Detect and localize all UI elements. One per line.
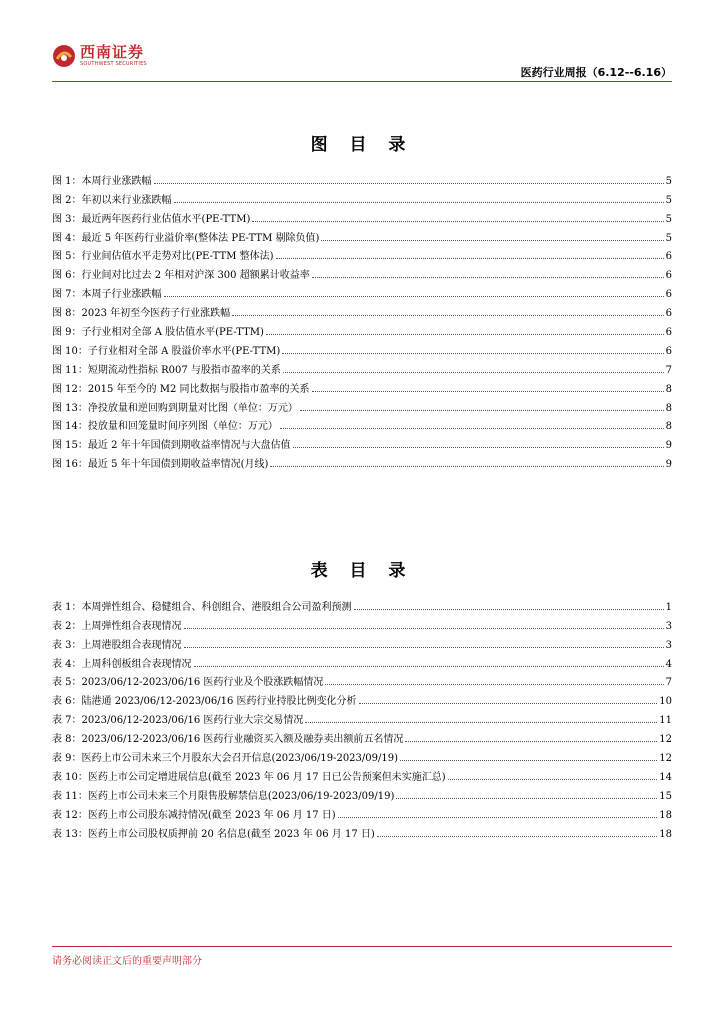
brand-logo	[52, 44, 147, 68]
figure-toc-entry[interactable]	[52, 262, 672, 281]
toc-leader-dots	[312, 277, 664, 278]
table-toc-entry[interactable]	[52, 726, 672, 745]
toc-leader-dots	[184, 628, 664, 629]
toc-leader-dots	[266, 334, 664, 335]
toc-entry-page: 18	[659, 828, 672, 840]
figure-toc-entry[interactable]	[52, 244, 672, 263]
toc-entry-label: 图 10：子行业相对全部 A 股溢价率水平(PE-TTM)	[52, 345, 281, 357]
toc-leader-dots	[280, 428, 664, 429]
toc-leader-dots	[300, 410, 664, 411]
toc-entry-page: 5	[665, 213, 672, 225]
table-toc-entry[interactable]	[52, 821, 672, 840]
toc-leader-dots	[448, 779, 658, 780]
toc-entry-label: 图 13：净投放量和逆回购到期量对比图（单位：万元）	[52, 402, 298, 414]
footer-notice: 请务必阅读正文后的重要声明部分	[52, 956, 202, 967]
toc-entry-label: 图 8：2023 年初至今医药子行业涨跌幅	[52, 308, 231, 320]
toc-leader-dots	[232, 315, 663, 316]
toc-leader-dots	[164, 296, 664, 297]
toc-entry-page: 6	[665, 327, 672, 339]
toc-entry-label: 图 4：最近 5 年医药行业溢价率(整体法 PE-TTM 剔除负值)	[52, 232, 320, 244]
toc-entry-page: 8	[665, 383, 672, 395]
toc-leader-dots	[325, 684, 663, 685]
toc-leader-dots	[282, 353, 663, 354]
toc-entry-page: 9	[665, 440, 672, 452]
toc-entry-page: 6	[665, 270, 672, 282]
table-toc-entry[interactable]	[52, 802, 672, 821]
figure-toc-entry[interactable]	[52, 319, 672, 338]
figure-toc-entry[interactable]	[52, 187, 672, 206]
toc-entry-label: 表 4：上周科创板组合表现情况	[52, 658, 192, 670]
toc-entry-label: 图 12：2015 年至今的 M2 同比数据与股指市盈率的关系	[52, 383, 310, 395]
table-toc-entry[interactable]	[52, 670, 672, 689]
toc-entry-page: 6	[665, 308, 672, 320]
figure-toc-entry[interactable]	[52, 395, 672, 414]
table-toc-entry[interactable]	[52, 783, 672, 802]
toc-entry-page: 12	[659, 734, 672, 746]
toc-entry-label: 表 2：上周弹性组合表现情况	[52, 620, 182, 632]
toc-entry-label: 图 14：投放量和回笼量时间序列图（单位：万元）	[52, 421, 278, 433]
toc-entry-page: 7	[665, 677, 672, 689]
header-divider	[52, 81, 672, 82]
brand-logo-icon	[52, 44, 76, 68]
toc-leader-dots	[252, 221, 663, 222]
toc-leader-dots	[283, 372, 664, 373]
figure-toc-entry[interactable]	[52, 300, 672, 319]
toc-entry-page: 3	[665, 639, 672, 651]
toc-entry-page: 5	[665, 232, 672, 244]
toc-entry-page: 14	[659, 771, 672, 783]
toc-entry-page: 18	[659, 809, 672, 821]
table-toc-entry[interactable]	[52, 613, 672, 632]
toc-leader-dots	[405, 741, 657, 742]
toc-entry-label: 图 1：本周行业涨跌幅	[52, 175, 152, 187]
footer-divider	[52, 946, 672, 947]
toc-leader-dots	[321, 240, 663, 241]
report-title: 医药行业周报（6.12--6.16）	[520, 66, 672, 79]
figure-toc-entry[interactable]	[52, 338, 672, 357]
toc-entry-page: 9	[665, 459, 672, 471]
toc-entry-page: 6	[665, 251, 672, 263]
toc-entry-label: 表 10：医药上市公司定增进展信息(截至 2023 年 06 月 17 日已公告预案但未实施汇总)	[52, 771, 446, 783]
toc-leader-dots	[359, 703, 658, 704]
toc-entry-label: 图 9：子行业相对全部 A 股估值水平(PE-TTM)	[52, 327, 264, 339]
toc-entry-label: 表 1：本周弹性组合、稳健组合、科创组合、港股组合公司盈利预测	[52, 601, 352, 613]
figure-toc-entry[interactable]	[52, 432, 672, 451]
toc-entry-label: 表 11：医药上市公司未来三个月限售股解禁信息(2023/06/19-2023/09/19)	[52, 790, 395, 802]
toc-leader-dots	[312, 391, 664, 392]
brand-name-cn: 西南证券	[80, 43, 145, 61]
toc-entry-label: 表 12：医药上市公司股东减持情况(截至 2023 年 06 月 17 日)	[52, 809, 336, 821]
figure-toc-entry[interactable]	[52, 168, 672, 187]
figures-toc-title: 图 目 录	[310, 135, 414, 155]
toc-entry-page: 4	[665, 658, 672, 670]
toc-leader-dots	[354, 609, 664, 610]
toc-leader-dots	[396, 798, 657, 799]
figure-toc-entry[interactable]	[52, 206, 672, 225]
table-toc-entry[interactable]	[52, 764, 672, 783]
table-toc-entry[interactable]	[52, 688, 672, 707]
toc-leader-dots	[270, 466, 663, 467]
toc-entry-label: 图 2：年初以来行业涨跌幅	[52, 194, 172, 206]
toc-entry-label: 图 5：行业间估值水平走势对比(PE-TTM 整体法)	[52, 251, 274, 263]
toc-leader-dots	[154, 183, 664, 184]
toc-entry-page: 5	[665, 175, 672, 187]
toc-entry-label: 图 7：本周子行业涨跌幅	[52, 289, 162, 301]
figure-toc-entry[interactable]	[52, 451, 672, 470]
toc-entry-label: 表 3：上周港股组合表现情况	[52, 639, 182, 651]
toc-entry-page: 8	[665, 402, 672, 414]
figure-toc-entry[interactable]	[52, 357, 672, 376]
table-toc-entry[interactable]	[52, 745, 672, 764]
figure-toc-entry[interactable]	[52, 225, 672, 244]
toc-leader-dots	[276, 258, 664, 259]
toc-entry-label: 表 8：2023/06/12-2023/06/16 医药行业融资买入额及融券卖出额前五名情况	[52, 734, 404, 746]
figure-toc-entry[interactable]	[52, 376, 672, 395]
toc-leader-dots	[400, 760, 657, 761]
figure-toc-entry[interactable]	[52, 281, 672, 300]
brand-name-en: SOUTHWEST SECURITIES	[80, 61, 147, 67]
toc-leader-dots	[184, 647, 664, 648]
figure-toc-entry[interactable]	[52, 414, 672, 433]
toc-entry-page: 6	[665, 289, 672, 301]
toc-entry-label: 图 6：行业间对比过去 2 年相对沪深 300 超额累计收益率	[52, 270, 310, 282]
toc-entry-page: 8	[665, 421, 672, 433]
toc-entry-page: 3	[665, 620, 672, 632]
toc-entry-label: 表 5：2023/06/12-2023/06/16 医药行业及个股涨跌幅情况	[52, 677, 324, 689]
toc-entry-label: 表 7：2023/06/12-2023/06/16 医药行业大宗交易情况	[52, 715, 304, 727]
toc-entry-label: 图 11：短期流动性指标 R007 与股指市盈率的关系	[52, 364, 281, 376]
toc-entry-label: 表 13：医药上市公司股权质押前 20 名信息(截至 2023 年 06 月 17 日)	[52, 828, 375, 840]
table-toc-entry[interactable]	[52, 651, 672, 670]
toc-entry-page: 1	[665, 601, 672, 613]
toc-entry-page: 7	[665, 364, 672, 376]
figures-toc-list	[52, 168, 672, 470]
toc-entry-label: 表 9：医药上市公司未来三个月股东大会召开信息(2023/06/19-2023/09/19)	[52, 753, 398, 765]
toc-leader-dots	[377, 836, 658, 837]
toc-leader-dots	[174, 202, 664, 203]
toc-leader-dots	[305, 722, 657, 723]
toc-entry-page: 10	[659, 696, 672, 708]
toc-entry-page: 5	[665, 194, 672, 206]
toc-leader-dots	[293, 447, 664, 448]
toc-entry-label: 图 3：最近两年医药行业估值水平(PE-TTM)	[52, 213, 251, 225]
tables-toc-list	[52, 594, 672, 840]
toc-entry-label: 表 6：陆港通 2023/06/12-2023/06/16 医药行业持股比例变化分析	[52, 696, 357, 708]
table-toc-entry[interactable]	[52, 707, 672, 726]
toc-leader-dots	[338, 817, 658, 818]
toc-entry-page: 12	[659, 753, 672, 765]
table-toc-entry[interactable]	[52, 632, 672, 651]
toc-leader-dots	[194, 666, 664, 667]
toc-entry-page: 11	[659, 715, 672, 727]
tables-toc-title: 表 目 录	[310, 561, 414, 581]
toc-entry-page: 6	[665, 345, 672, 357]
table-toc-entry[interactable]	[52, 594, 672, 613]
toc-entry-label: 图 16：最近 5 年十年国债到期收益率情况(月线)	[52, 459, 269, 471]
toc-entry-page: 15	[659, 790, 672, 802]
toc-entry-label: 图 15：最近 2 年十年国债到期收益率情况与大盘估值	[52, 440, 291, 452]
